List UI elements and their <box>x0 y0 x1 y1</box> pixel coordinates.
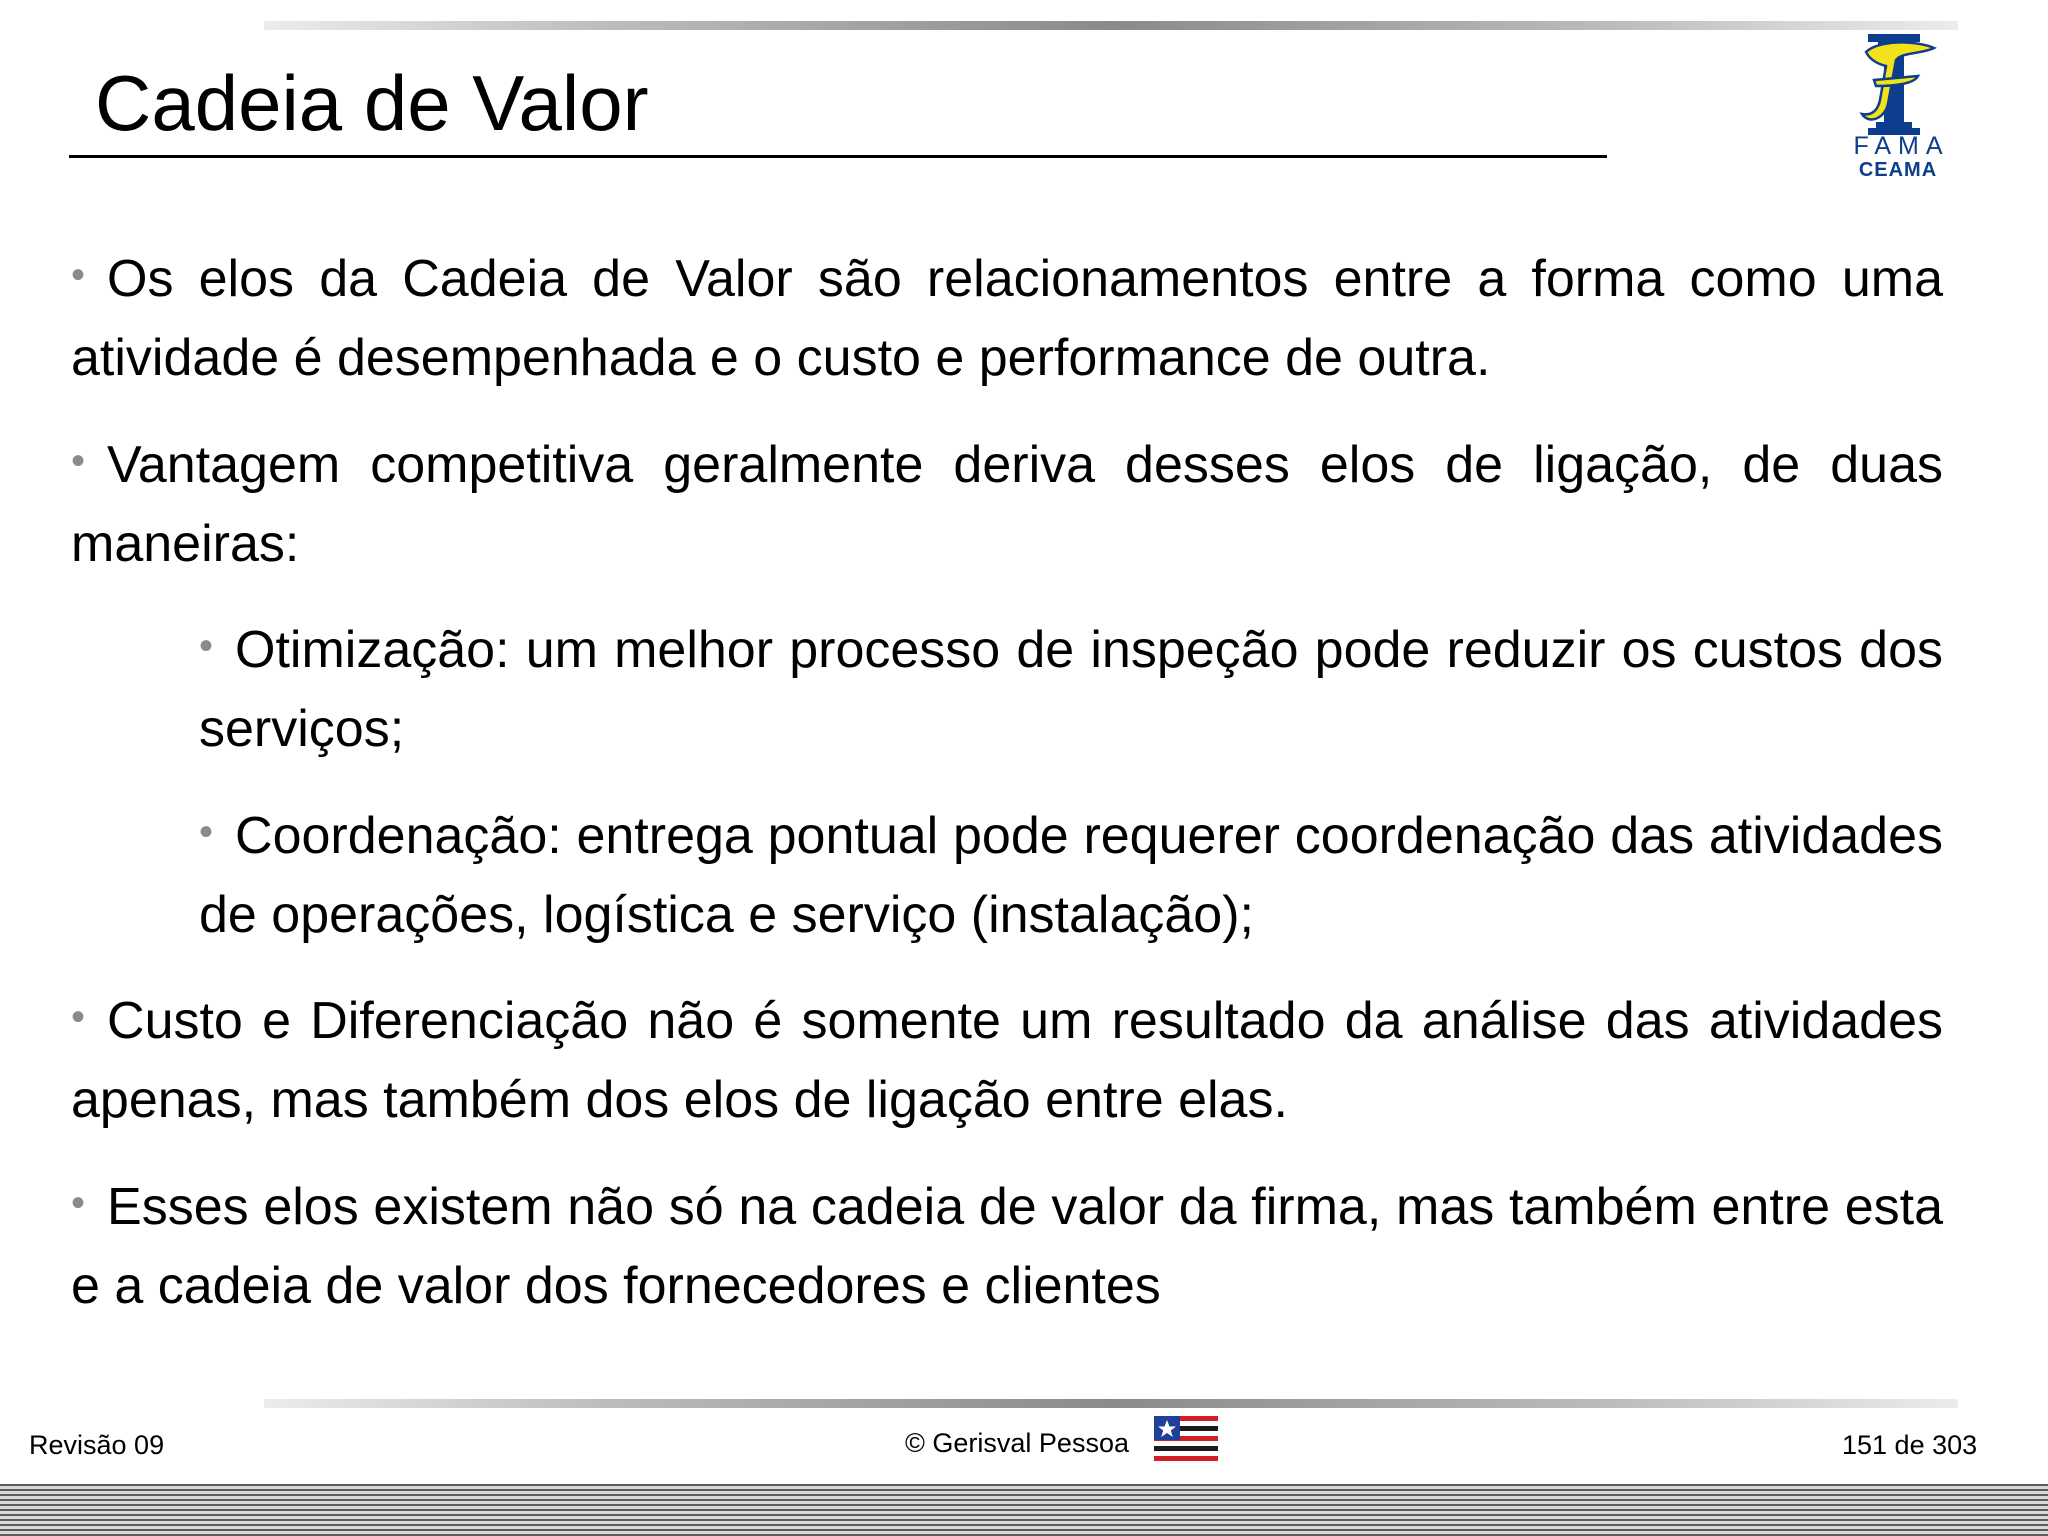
fama-logo-icon <box>1838 30 1958 180</box>
title-underline <box>69 155 1607 158</box>
logo-fama-text: FAMA <box>1853 132 1950 160</box>
slide-title: Cadeia de Valor <box>95 59 649 147</box>
bullet-item <box>71 428 1943 582</box>
bullet-item <box>71 1170 1943 1324</box>
top-divider-bar <box>264 21 1958 30</box>
sub-bullet-item <box>199 799 1943 953</box>
bullet-item <box>71 242 1943 396</box>
fama-emblem-icon <box>1838 30 1958 140</box>
bullet-text: Esses elos existem não só na cadeia de valor da firma, mas também entre esta e a cadeia de valor dos fornecedores e clientes <box>71 1178 1943 1315</box>
bullet-text: Coordenação: entrega pontual pode requerer coordenação das atividades de operações, logística e serviço (instalação); <box>199 807 1943 944</box>
bullet-text: Otimização: um melhor processo de inspeção pode reduzir os custos dos serviços; <box>199 621 1943 758</box>
footer-copyright: © Gerisval Pessoa <box>905 1428 1129 1458</box>
bullet-dot-icon: • <box>71 1181 86 1225</box>
bullet-dot-icon: • <box>199 624 214 668</box>
sub-bullet-item <box>199 613 1943 767</box>
footer-stripes <box>0 1484 2048 1536</box>
bullet-text: Vantagem competitiva geralmente deriva desses elos de ligação, de duas maneiras: <box>71 436 1943 573</box>
bottom-divider-bar <box>264 1399 1958 1408</box>
bullet-text: Os elos da Cadeia de Valor são relacionamentos entre a forma como uma atividade é desempenhada e o custo e performance de outra. <box>71 250 1943 387</box>
logo-ceama-text: CEAMA <box>1858 159 1938 181</box>
bullet-dot-icon: • <box>199 810 214 854</box>
bullet-text: Custo e Diferenciação não é somente um resultado da análise das atividades apenas, mas também dos elos de ligação entre elas. <box>71 992 1943 1129</box>
bullet-dot-icon: • <box>71 995 86 1039</box>
footer-revision: Revisão 09 <box>29 1430 165 1460</box>
maranhao-flag-icon <box>1154 1416 1218 1462</box>
bullet-dot-icon: • <box>71 439 86 483</box>
bullet-dot-icon: • <box>71 253 86 297</box>
bullet-item <box>71 984 1943 1138</box>
footer-page-number: 151 de 303 <box>1842 1430 1978 1460</box>
